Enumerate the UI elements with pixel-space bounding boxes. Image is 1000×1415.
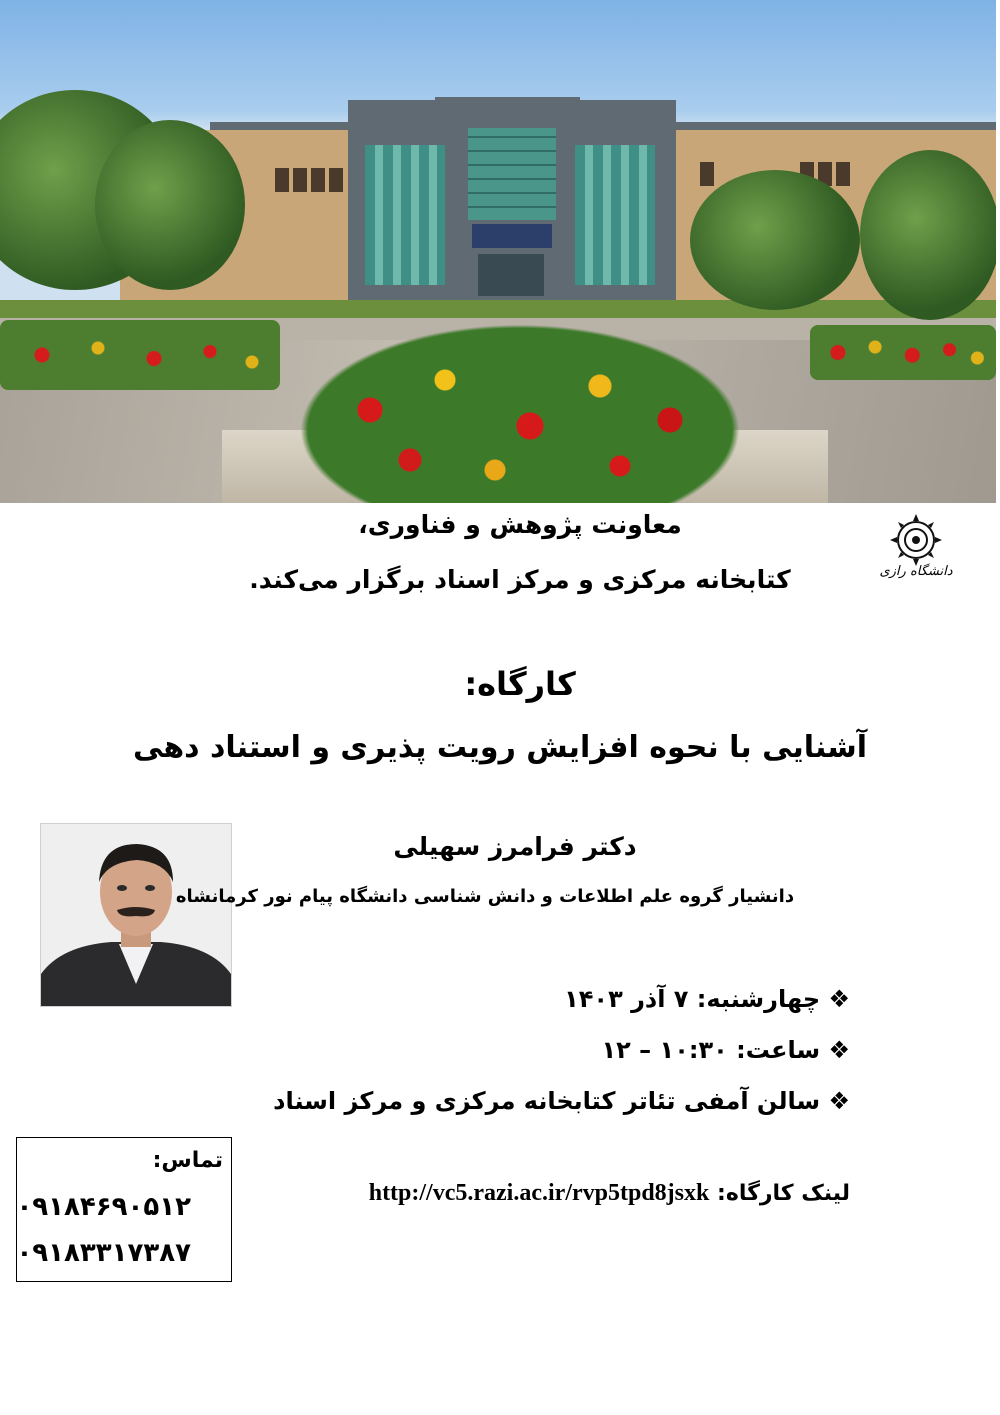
workshop-label: کارگاه:: [464, 665, 576, 703]
speaker-portrait: [40, 823, 232, 1007]
bullet-icon: ❖: [828, 1087, 850, 1115]
contact-title: تماس:: [152, 1148, 223, 1173]
speaker-name: دکتر فرامرز سهیلی: [393, 832, 637, 861]
contact-phone[interactable]: ۰۹۱۸۴۶۹۰۵۱۲: [16, 1192, 191, 1222]
campus-photo: [0, 0, 996, 503]
organizer-line-2: کتابخانه مرکزی و مرکز اسناد برگزار می‌کند.: [249, 565, 791, 594]
event-date-text: چهارشنبه: ۷ آذر ۱۴۰۳: [564, 985, 821, 1013]
workshop-link[interactable]: http://vc5.razi.ac.ir/rvp5tpd8jsxk: [368, 1180, 710, 1206]
bullet-icon: ❖: [828, 985, 850, 1013]
speaker-affiliation: دانشیار گروه علم اطلاعات و دانش شناسی دانشگاه پیام نور کرمانشاه: [175, 886, 795, 907]
event-time-text: ساعت: ۱۰:۳۰ – ۱۲: [601, 1036, 821, 1064]
event-venue-text: سالن آمفی تئاتر کتابخانه مرکزی و مرکز اسناد: [273, 1087, 821, 1115]
university-logo: [876, 508, 956, 588]
university-logo-text: دانشگاه رازی: [879, 564, 953, 579]
contact-phone[interactable]: ۰۹۱۸۳۳۱۷۳۸۷: [16, 1238, 191, 1268]
workshop-title: آشنایی با نحوه افزایش رویت پذیری و استناد دهی: [132, 730, 868, 765]
contact-box: [16, 1137, 232, 1282]
event-time: [250, 1036, 850, 1064]
event-date: [250, 985, 850, 1013]
workshop-link-label: لینک کارگاه:: [717, 1181, 850, 1206]
bullet-icon: ❖: [828, 1036, 850, 1064]
organizer-line-1: معاونت پژوهش و فناوری،: [358, 510, 682, 539]
event-venue: [250, 1087, 850, 1115]
